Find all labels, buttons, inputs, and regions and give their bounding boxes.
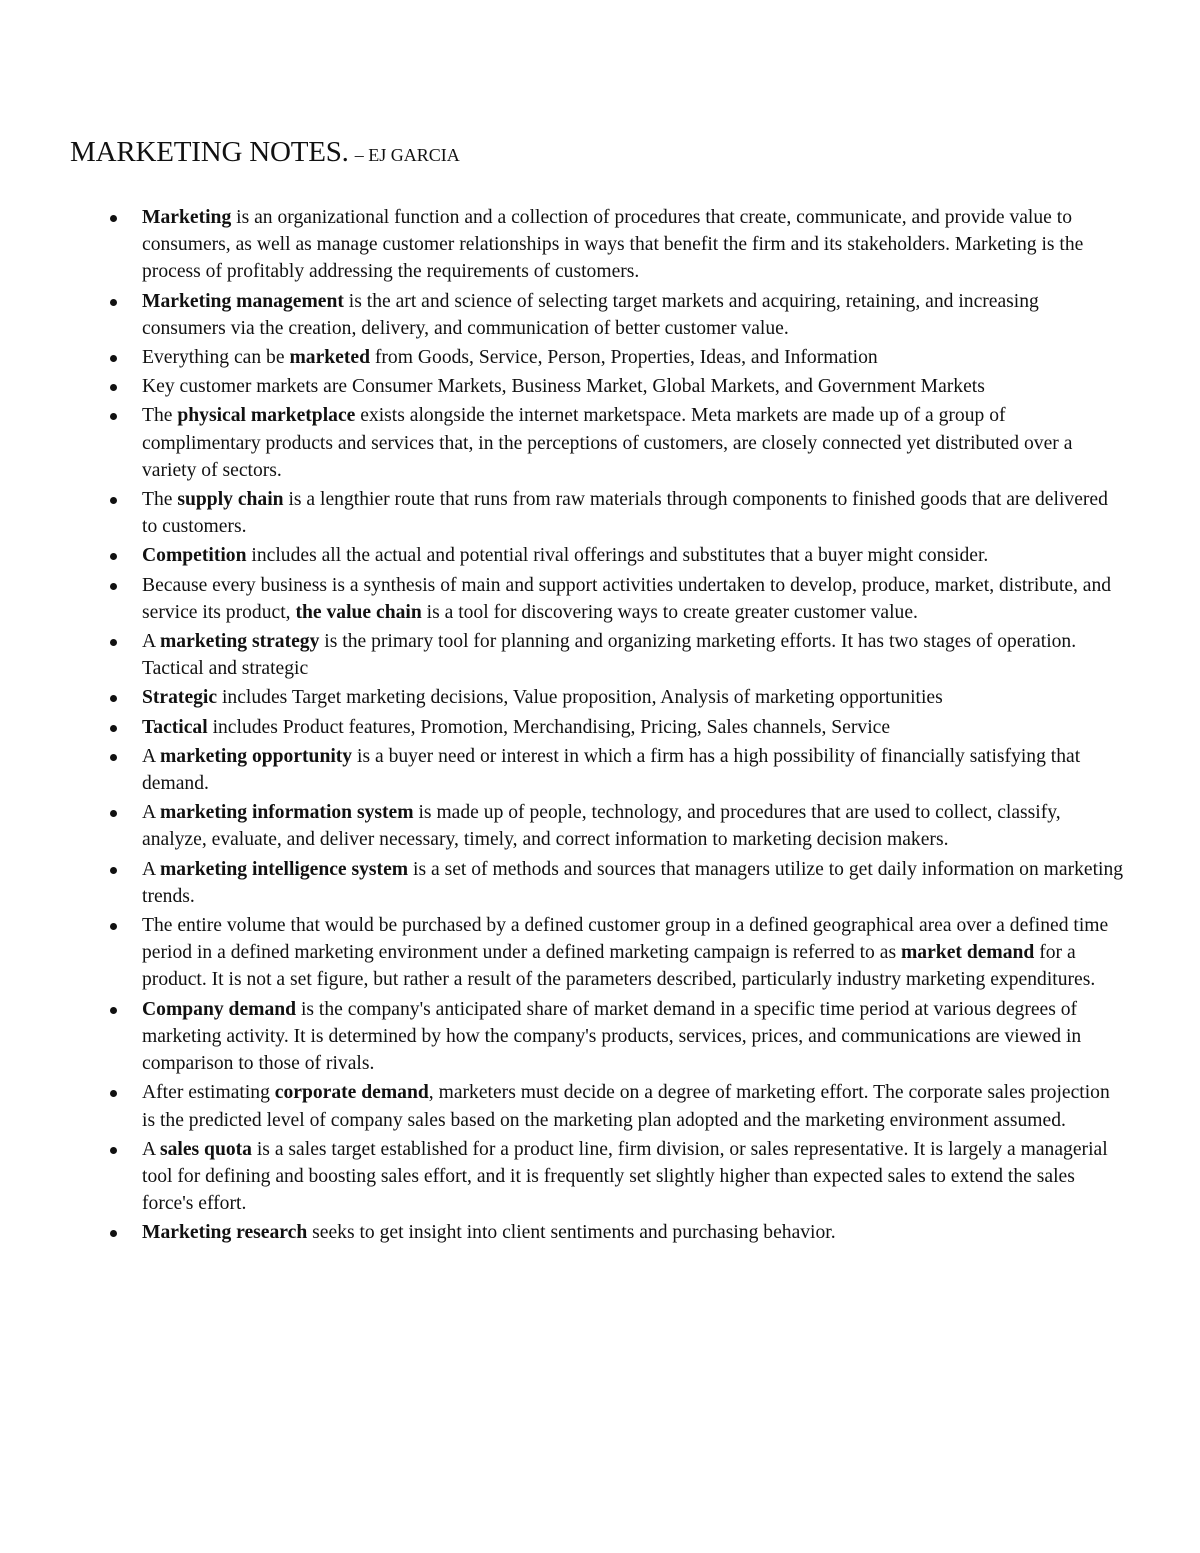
note-post: is a buyer need or interest in which a firm has a high possibility of financially satisfying that demand. — [142, 745, 1081, 795]
note-term: Marketing management — [142, 290, 344, 312]
note-post: exists alongside the internet marketspace. Meta markets are made up of a group of complimentary products and services that, in the perceptions of customers, are closely connected yet distributed over a variety of sectors. — [142, 405, 1073, 481]
note-item — [100, 684, 1124, 711]
note-pre: A — [142, 858, 160, 880]
note-post: for a product. It is not a set figure, but rather a result of the parameters described, particularly industry marketing expenditures. — [142, 942, 1096, 991]
note-item — [100, 572, 1124, 626]
note-post: is an organizational function and a collection of procedures that create, communicate, and provide value to consumers, as well as manage customer relationships in ways that benefit the firm and its stakeholders. Marketing is the process of profitably addressing the requirements of customers. — [142, 207, 1084, 283]
note-post: is made up of people, technology, and procedures that are used to collect, classify, analyze, evaluate, and deliver necessary, timely, and correct information to marketing decision makers. — [142, 802, 1061, 851]
note-pre: The entire volume that would be purchased by a defined customer group in a defined geographical area over a defined time period in a defined marketing environment under a defined marketing campaign is referred to as — [142, 915, 1109, 964]
bullet-icon — [110, 497, 117, 504]
bullet-icon — [110, 355, 117, 362]
note-item — [100, 856, 1124, 910]
note-item — [100, 1136, 1124, 1218]
note-item — [100, 204, 1124, 286]
note-item — [100, 344, 1124, 371]
note-post: is the company's anticipated share of market demand in a specific time period at various degrees of marketing activity. It is determined by how the company's products, services, prices, and communications are viewed in comparison to those of rivals. — [142, 998, 1082, 1075]
note-term: marketing intelligence system — [159, 858, 409, 880]
note-term: Competition — [142, 545, 247, 567]
note-post: from Goods, Service, Person, Properties, Ideas, and Information — [369, 347, 878, 369]
note-post: is a sales target established for a product line, firm division, or sales representative. It is largely a managerial tool for defining and boosting sales effort, and it is frequently set slightly higher than expected sales to extend the sales force's effort. — [142, 1138, 1108, 1215]
note-pre: A — [142, 631, 160, 653]
note-item — [100, 912, 1124, 994]
note-pre: A — [142, 1138, 160, 1160]
note-term: physical marketplace — [177, 405, 356, 427]
bullet-icon — [110, 583, 117, 590]
note-term: corporate demand — [274, 1082, 429, 1104]
note-item — [100, 402, 1124, 484]
note-pre: Key customer markets are Consumer Markets, Business Market, Global Markets, and Government Markets — [142, 376, 985, 398]
note-item — [100, 373, 1124, 400]
note-pre: Everything can be — [142, 347, 290, 369]
note-pre: A — [142, 802, 160, 824]
bullet-icon — [110, 754, 117, 761]
note-post: is the art and science of selecting target markets and acquiring, retaining, and increasing consumers via the creation, delivery, and communication of better customer value. — [142, 290, 1039, 339]
bullet-icon — [110, 413, 117, 420]
note-term: Marketing — [142, 207, 232, 228]
note-post: includes Product features, Promotion, Merchandising, Pricing, Sales channels, Service — [207, 716, 891, 738]
note-item — [100, 714, 1124, 741]
note-term: Company demand — [142, 998, 297, 1020]
bullet-icon — [110, 1147, 117, 1154]
note-post: includes all the actual and potential rival offerings and substitutes that a buyer might consider. — [246, 545, 989, 567]
note-term: marketing strategy — [159, 631, 320, 653]
document-title — [70, 134, 460, 171]
note-term: market demand — [900, 942, 1035, 964]
title-main: MARKETING NOTES. — [70, 136, 349, 168]
note-item — [100, 1219, 1124, 1246]
note-item — [100, 628, 1124, 682]
bullet-icon — [110, 215, 117, 222]
bullet-icon — [110, 923, 117, 930]
bullet-icon — [110, 725, 117, 732]
note-item — [100, 486, 1124, 540]
bullet-icon — [110, 639, 117, 646]
note-term: supply chain — [177, 489, 284, 511]
note-item — [100, 542, 1124, 569]
bullet-icon — [110, 553, 117, 560]
note-pre: A — [142, 745, 160, 767]
bullet-icon — [110, 867, 117, 874]
bullet-icon — [110, 695, 117, 702]
bullet-icon — [110, 810, 117, 817]
note-post: includes Target marketing decisions, Value proposition, Analysis of marketing opportunities — [217, 687, 943, 709]
note-post: is a set of methods and sources that managers utilize to get daily information on marketing trends. — [142, 858, 1124, 907]
note-item — [100, 1079, 1124, 1133]
note-term: the value chain — [295, 601, 422, 623]
note-term: marketing opportunity — [159, 745, 353, 767]
note-term: Marketing research — [142, 1222, 308, 1244]
note-term: marketed — [289, 347, 370, 369]
note-item — [100, 288, 1124, 342]
note-item — [100, 799, 1124, 853]
note-term: marketing information system — [159, 802, 414, 824]
note-item — [100, 996, 1124, 1078]
notes-list — [100, 204, 1124, 1249]
note-term: Tactical — [142, 716, 208, 738]
note-term: Strategic — [142, 687, 218, 709]
note-post: is the primary tool for planning and organizing marketing efforts. It has two stages of operation. Tactical and strategic — [142, 631, 1077, 680]
note-post: is a tool for discovering ways to create greater customer value. — [421, 601, 918, 623]
note-term: sales quota — [159, 1138, 252, 1160]
note-pre: Because every business is a synthesis of main and support activities undertaken to develop, produce, market, distribute, and service its product, — [142, 574, 1112, 623]
bullet-icon — [110, 1230, 117, 1237]
bullet-icon — [110, 1007, 117, 1014]
note-post: , marketers must decide on a degree of marketing effort. The corporate sales projection is the predicted level of company sales based on the marketing plan adopted and the marketing environment assumed. — [142, 1082, 1110, 1131]
note-pre: After estimating — [142, 1082, 275, 1104]
title-author: – EJ GARCIA — [354, 145, 460, 165]
bullet-icon — [110, 299, 117, 306]
note-post: seeks to get insight into client sentiments and purchasing behavior. — [307, 1222, 836, 1244]
note-pre: The — [142, 489, 178, 511]
bullet-icon — [110, 1090, 117, 1097]
note-pre: The — [142, 405, 178, 427]
note-post: is a lengthier route that runs from raw materials through components to finished goods that are delivered to customers. — [142, 489, 1108, 538]
note-item — [100, 743, 1124, 797]
bullet-icon — [110, 384, 117, 391]
